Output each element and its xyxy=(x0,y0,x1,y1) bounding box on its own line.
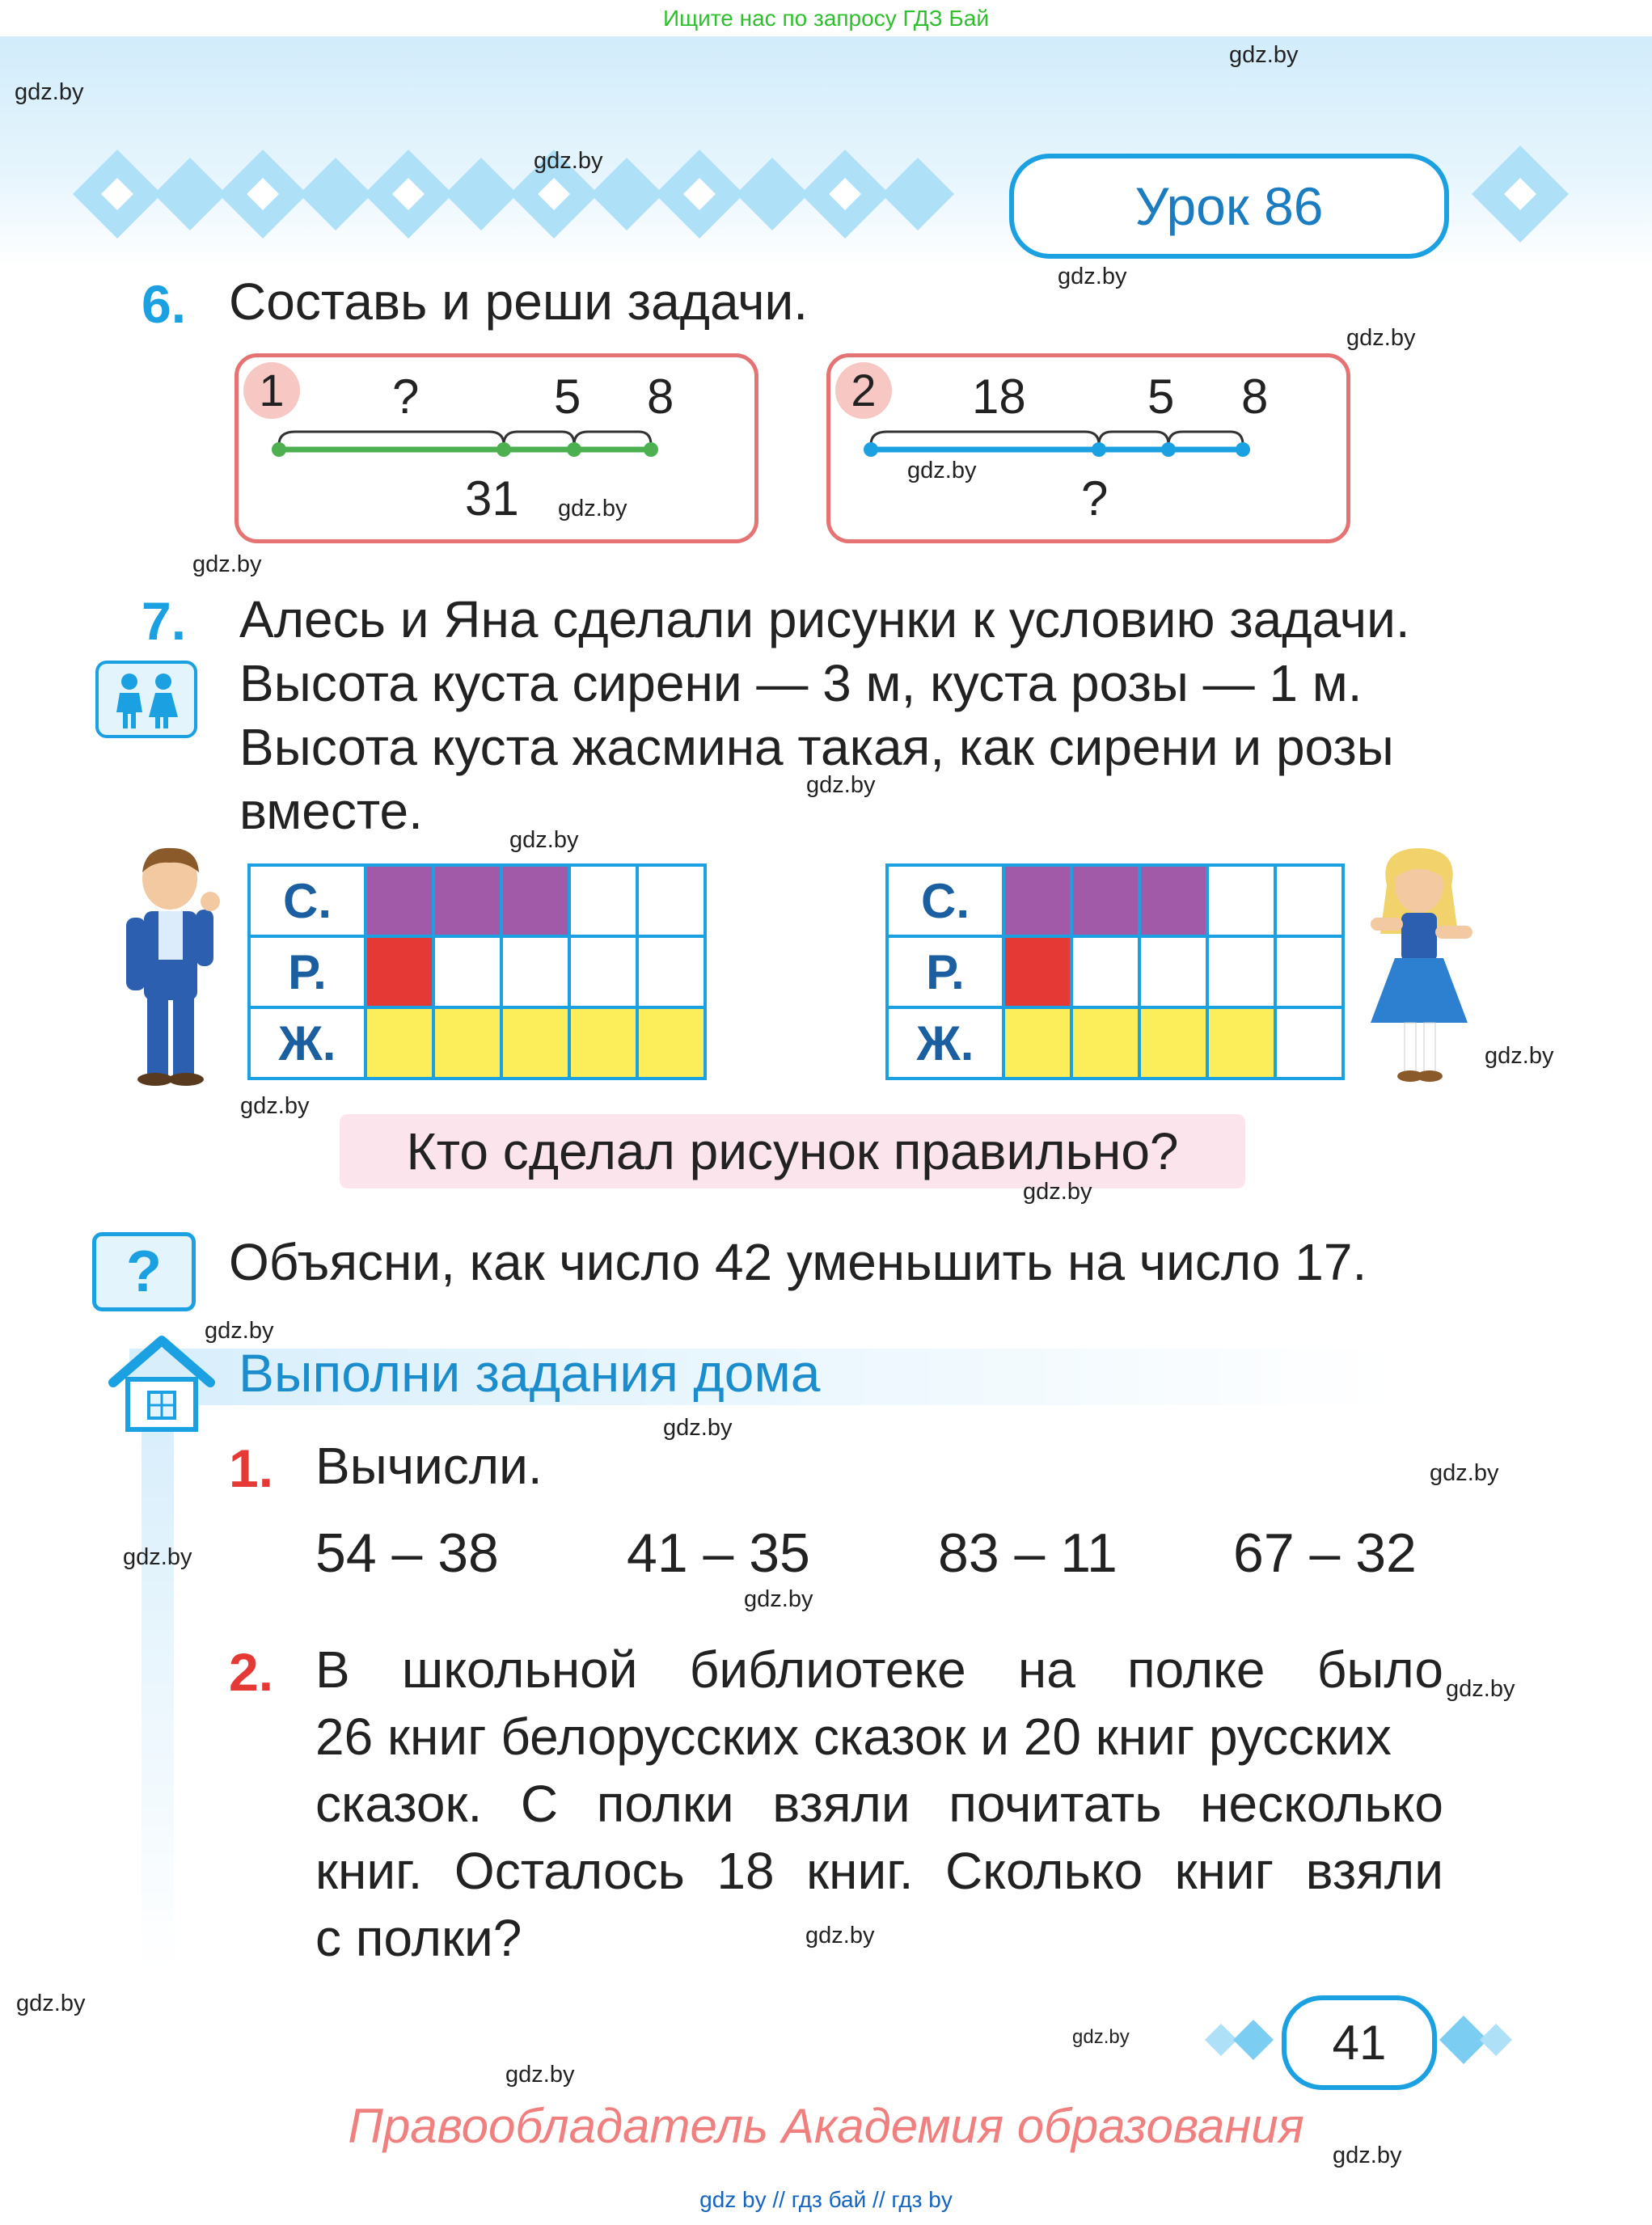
scheme-2-part-c: 8 xyxy=(1241,369,1269,424)
watermark: gdz.by xyxy=(558,496,627,521)
scheme-1-segment xyxy=(271,422,740,471)
home-section-strip xyxy=(142,1407,174,1973)
scheme-1-badge: 1 xyxy=(243,362,300,419)
scheme-1-unknown: ? xyxy=(392,369,420,424)
watermark: gdz.by xyxy=(663,1415,733,1441)
left-grid-cell xyxy=(569,936,637,1007)
scheme-2 xyxy=(826,353,1350,543)
watermark: gdz.by xyxy=(1023,1179,1092,1205)
right-grid-cell xyxy=(1275,936,1343,1007)
home-task2-number: 2. xyxy=(229,1642,274,1702)
scheme-2-total: ? xyxy=(1081,471,1109,526)
right-row-label-zh: Ж. xyxy=(887,1007,1003,1079)
right-grid-row-r xyxy=(887,936,1343,1007)
right-grid-cell xyxy=(1071,936,1139,1007)
task7-number: 7. xyxy=(142,591,187,651)
home-task2-line-4: книг. Осталось 18 книг. Сколько книг взяли xyxy=(315,1842,1443,1900)
left-grid xyxy=(247,863,707,1080)
top-banner[interactable]: Ищите нас по запросу ГДЗ Бай xyxy=(0,0,1652,36)
copyright: Правообладатель Академия образования xyxy=(348,2099,1304,2153)
right-grid-cell xyxy=(1071,865,1139,936)
watermark: gdz.by xyxy=(1333,2143,1402,2168)
watermark: gdz.by xyxy=(15,79,84,105)
girl-yana-illustration xyxy=(1346,845,1492,1087)
home-task2-line-3: сказок. С полки взяли почитать несколько xyxy=(315,1775,1443,1833)
left-grid-cell xyxy=(501,936,569,1007)
home-section-title: Выполни задания дома xyxy=(239,1343,821,1403)
home-task2-line-2: 26 книг белорусских сказок и 20 книг русских xyxy=(315,1708,1392,1766)
left-grid-cell xyxy=(501,865,569,936)
watermark: gdz.by xyxy=(205,1318,274,1344)
ornament-pattern xyxy=(73,133,987,255)
expression: 41 – 35 xyxy=(627,1522,810,1584)
scheme-1-total: 31 xyxy=(465,471,519,526)
watermark: gdz.by xyxy=(505,2062,575,2088)
task6-number: 6. xyxy=(142,274,187,334)
task7-line-1: Алесь и Яна сделали рисунки к условию задачи. xyxy=(239,590,1410,648)
left-grid-cell xyxy=(365,1007,433,1079)
left-grid-cell xyxy=(433,865,501,936)
task7-line-3: Высота куста жасмина такая, как сирени и розы xyxy=(239,718,1394,776)
right-row-label-r: Р. xyxy=(887,936,1003,1007)
watermark: gdz.by xyxy=(16,1991,86,2016)
right-grid-row-s xyxy=(887,865,1343,936)
bottom-links[interactable]: gdz by // гдз бай // гдз by xyxy=(699,2187,953,2212)
watermark: gdz.by xyxy=(744,1586,813,1612)
boy-ales-illustration xyxy=(105,845,243,1087)
home-task1-title: Вычисли. xyxy=(315,1437,543,1495)
right-grid-cell xyxy=(1139,1007,1207,1079)
watermark: gdz.by xyxy=(907,458,977,483)
left-grid-cell xyxy=(569,865,637,936)
right-grid-cell xyxy=(1071,1007,1139,1079)
left-row-label-zh: Ж. xyxy=(249,1007,365,1079)
right-grid-cell xyxy=(1207,865,1275,936)
page-number: 41 xyxy=(1282,1995,1437,2090)
watermark: gdz.by xyxy=(1346,325,1416,351)
watermark: gdz.by xyxy=(509,827,579,853)
left-grid-cell xyxy=(365,865,433,936)
right-grid-cell xyxy=(1003,936,1071,1007)
scheme-2-part-b: 5 xyxy=(1147,369,1175,424)
right-grid-cell xyxy=(1139,936,1207,1007)
right-grid-cell xyxy=(1207,936,1275,1007)
watermark: gdz.by xyxy=(534,148,603,174)
right-grid-row-zh xyxy=(887,1007,1343,1079)
left-grid-row-s xyxy=(249,865,705,936)
right-grid-cell xyxy=(1003,1007,1071,1079)
left-grid-cell xyxy=(637,865,705,936)
left-grid-cell xyxy=(433,1007,501,1079)
expression: 67 – 32 xyxy=(1233,1522,1417,1584)
watermark: gdz.by xyxy=(192,551,262,577)
task7-line-2: Высота куста сирени — 3 м, куста розы — 1 м. xyxy=(239,654,1363,712)
ornament-right xyxy=(1468,133,1573,255)
scheme-1-part-c: 8 xyxy=(647,369,674,424)
home-task2-line-1: В школьной библиотеке на полке было xyxy=(315,1640,1443,1699)
right-grid-cell xyxy=(1207,1007,1275,1079)
home-task2-line-5: с полки? xyxy=(315,1909,522,1967)
scheme-2-badge: 2 xyxy=(835,362,892,419)
watermark: gdz.by xyxy=(1072,2026,1130,2048)
right-grid xyxy=(885,863,1345,1080)
expression: 83 – 11 xyxy=(938,1522,1118,1584)
pair-work-icon xyxy=(95,661,197,738)
watermark: gdz.by xyxy=(1485,1043,1554,1069)
right-row-label-s: С. xyxy=(887,865,1003,936)
task7-line-4: вместе. xyxy=(239,782,423,840)
scheme-2-part-a: 18 xyxy=(972,369,1026,424)
lesson-label: Урок 86 xyxy=(1009,154,1449,259)
left-grid-cell xyxy=(569,1007,637,1079)
watermark: gdz.by xyxy=(806,772,876,798)
left-grid-cell xyxy=(637,936,705,1007)
right-grid-cell xyxy=(1275,1007,1343,1079)
left-grid-row-r xyxy=(249,936,705,1007)
watermark: gdz.by xyxy=(1446,1676,1515,1702)
left-grid-cell xyxy=(365,936,433,1007)
scheme-1 xyxy=(234,353,758,543)
expression: 54 – 38 xyxy=(315,1522,499,1584)
watermark: gdz.by xyxy=(240,1093,310,1119)
explain-text: Объясни, как число 42 уменьшить на число 17. xyxy=(229,1233,1367,1291)
task7-question: Кто сделал рисунок правильно? xyxy=(340,1114,1245,1188)
watermark: gdz.by xyxy=(1229,42,1299,68)
right-grid-cell xyxy=(1275,865,1343,936)
house-icon xyxy=(107,1334,217,1436)
left-row-label-r: Р. xyxy=(249,936,365,1007)
watermark: gdz.by xyxy=(123,1544,192,1570)
left-grid-cell xyxy=(501,1007,569,1079)
left-grid-cell xyxy=(433,936,501,1007)
right-grid-cell xyxy=(1003,865,1071,936)
right-grid-cell xyxy=(1139,865,1207,936)
scheme-1-part-b: 5 xyxy=(554,369,581,424)
left-grid-cell xyxy=(637,1007,705,1079)
watermark: gdz.by xyxy=(1430,1460,1499,1486)
watermark: gdz.by xyxy=(805,1923,875,1948)
home-task1-number: 1. xyxy=(229,1438,274,1498)
question-icon: ? xyxy=(92,1232,196,1311)
left-grid-row-zh xyxy=(249,1007,705,1079)
left-row-label-s: С. xyxy=(249,865,365,936)
task6-title: Составь и реши задачи. xyxy=(229,272,809,331)
watermark: gdz.by xyxy=(1058,264,1127,289)
